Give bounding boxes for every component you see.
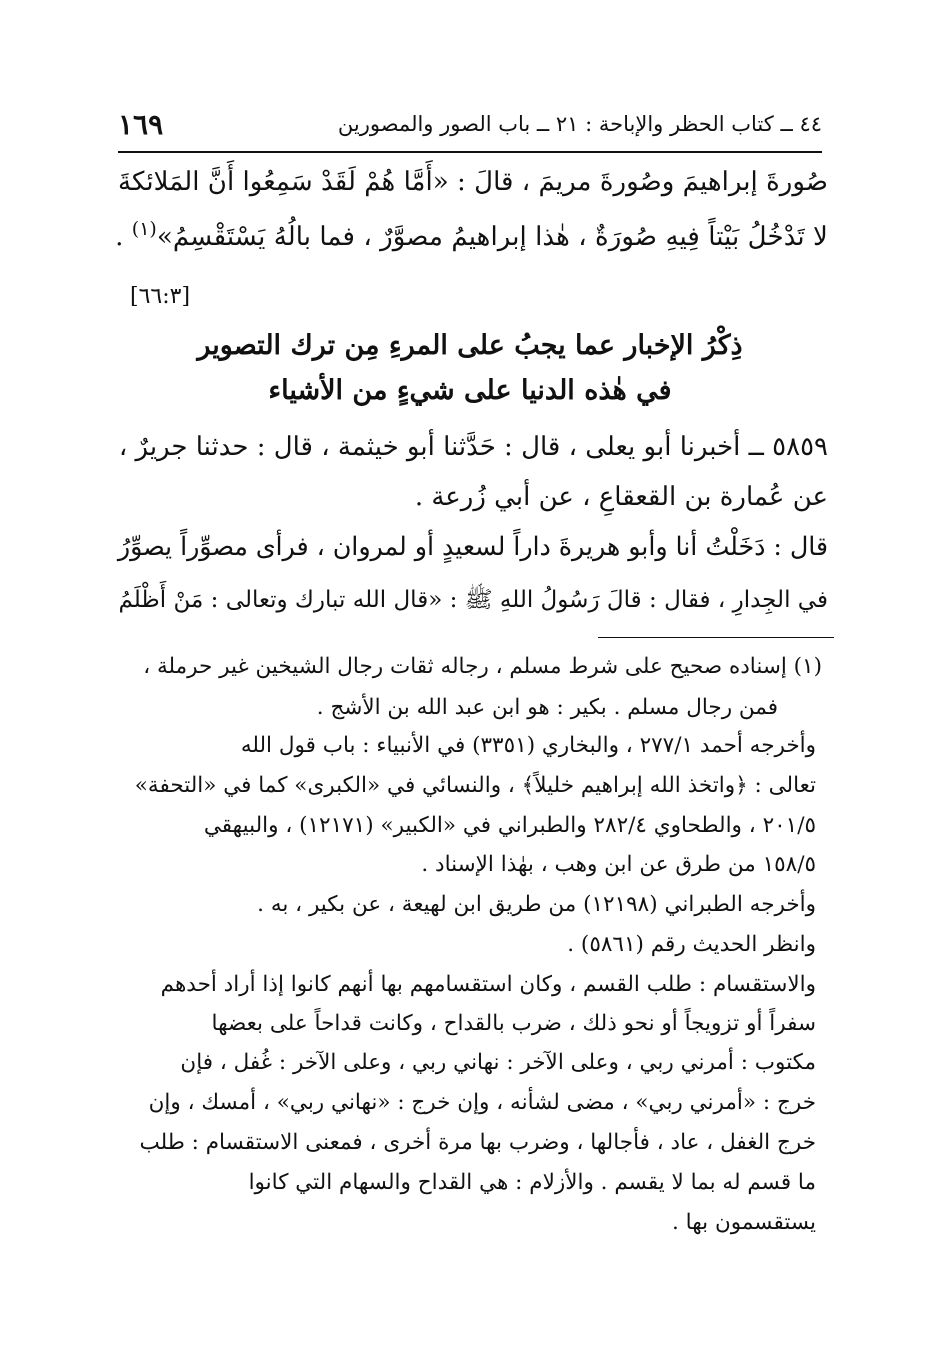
footnote-line-11: مكتوب : أمرني ربي ، وعلى الآخر : نهاني ربي ، وعلى الآخر : غُفل ، فإن xyxy=(180,1050,816,1075)
footnote-line-8: وانظر الحديث رقم (٥٨٦١) . xyxy=(567,932,816,957)
footnote-line-10: سفراً أو تزويجاً أو نحو ذلك ، ضرب بالقداح ، وكانت قداحاً على بعضها xyxy=(211,1011,816,1036)
footnote-line-15: يستقسمون بها . xyxy=(672,1210,816,1235)
section-heading-line-1: ذِكْرُ الإخبار عما يجبُ على المرءِ مِن ترك التصوير xyxy=(197,330,743,361)
footnote-line-3: وأخرجه أحمد ٢٧٧/١ ، والبخاري (٣٣٥١) في الأنبياء : باب قول الله xyxy=(240,733,816,758)
hadith-line-1: ٥٨٥٩ ــ أخبرنا أبو يعلى ، قال : حَدَّثنا أبو خيثمة ، قال : حدثنا جريرٌ ، xyxy=(118,432,828,462)
footnote-marker: (١) xyxy=(131,218,157,240)
footnote-line-4: تعالى : ﴿واتخذ الله إبراهيم خليلاً﴾ ، والنسائي في «الكبرى» كما في «التحفة» xyxy=(134,773,816,798)
hadith-line-3: قال : دَخَلْتُ أنا وأبو هريرةَ داراً لسعيدٍ أو لمروان ، فرأى مصوِّراً يصوِّرُ xyxy=(117,532,828,561)
hadith-line-4: في الجِدارِ ، فقال : قالَ رَسُولُ اللهِ ﷺ : «قال الله تبارك وتعالى : مَنْ أَظْلَمُ xyxy=(118,587,828,613)
body-line-1: صُورةَ إبراهيمَ وصُورةَ مريمَ ، قالَ : «أَمَّا هُمْ لَقَدْ سَمِعُوا أَنَّ المَلائكةَ xyxy=(117,167,828,197)
page-number: ١٦٩ xyxy=(118,108,164,141)
chapter-title: ٤٤ ــ كتاب الحظر والإباحة : ٢١ ــ باب الصور والمصورين xyxy=(337,112,822,136)
running-header xyxy=(118,108,822,148)
footnote-line-6: ١٥٨/٥ من طرق عن ابن وهب ، بهٰذا الإسناد . xyxy=(421,852,816,877)
footnote-line-5: ٢٠١/٥ ، والطحاوي ٢٨٢/٤ والطبراني في «الكبير» (١٢١٧١) ، والبيهقي xyxy=(203,813,816,838)
footnote-rule xyxy=(598,637,834,638)
footnote-line-9: والاستقسام : طلب القسم ، وكان استقسامهم بها أنهم كانوا إذا أراد أحدهم xyxy=(160,972,816,997)
hadith-line-2: عن عُمارة بن القعقاعِ ، عن أبي زُرعة . xyxy=(414,482,828,512)
footnote-line-13: خرج الغفل ، عاد ، فأجالها ، وضرب بها مرة أخرى ، فمعنى الاستقسام : طلب xyxy=(139,1130,816,1155)
footnote-line-1: (١) إسناده صحيح على شرط مسلم ، رجاله ثقات رجال الشيخين غير حرملة ، xyxy=(143,654,822,679)
footnote-line-2: فمن رجال مسلم . بكير : هو ابن عبد الله بن الأشج . xyxy=(316,695,778,720)
header-rule xyxy=(118,151,822,153)
footnote-line-12: خرج : «أمرني ربي» ، مضى لشأنه ، وإن خرج : «نهاني ربي» ، أمسك ، وإن xyxy=(148,1090,816,1115)
footnote-line-7: وأخرجه الطبراني (١٢١٩٨) من طريق ابن لهيعة ، عن بكير ، به . xyxy=(257,892,816,917)
footnote-line-14: ما قسم له بما لا يقسم . والأزلام : هي القداح والسهام التي كانوا xyxy=(248,1170,816,1195)
section-heading-line-2: في هٰذه الدنيا على شيءٍ من الأشياء xyxy=(268,375,672,406)
body-line-2-text: لا تَدْخُلُ بَيْتاً فِيهِ صُورَةٌ ، هٰذا إبراهيمُ مصوَّرٌ ، فما بالُهُ يَسْتَقْسِمُ» xyxy=(156,222,828,252)
body-line-2 xyxy=(115,218,828,252)
reference-tag: [٦٦:٣] xyxy=(130,284,191,309)
body-line-2-end: . xyxy=(115,222,132,252)
